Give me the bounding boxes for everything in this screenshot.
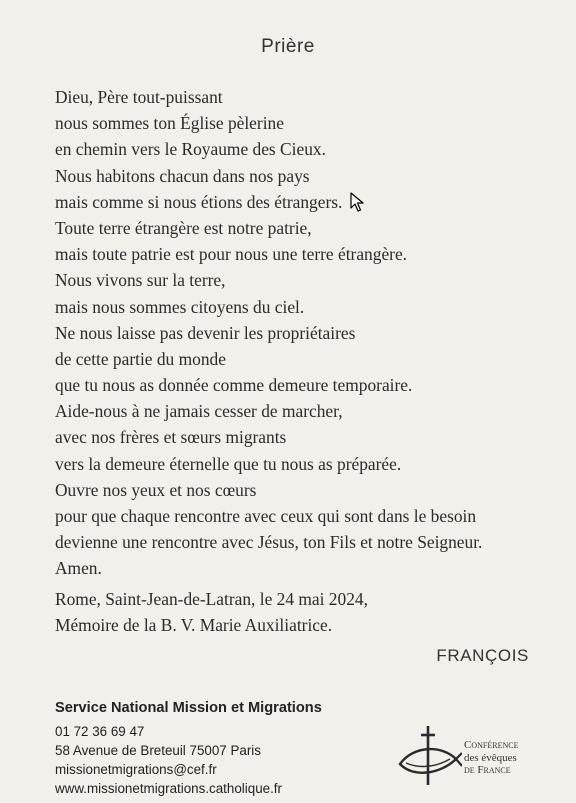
cross-fish-logo-icon	[396, 723, 462, 789]
logo-text	[464, 739, 518, 777]
logo-line: de France	[464, 764, 511, 776]
prayer-line: Nous habitons chacun dans nos pays	[55, 165, 310, 186]
prayer-line: Ouvre nos yeux et nos cœurs	[55, 479, 257, 500]
prayer-line: nous sommes ton Église pèlerine	[55, 113, 284, 134]
prayer-line: avec nos frères et sœurs migrants	[55, 427, 287, 448]
signoff-memorial: Mémoire de la B. V. Marie Auxiliatrice.	[55, 615, 333, 636]
prayer-line: Ne nous laisse pas devenir les propriétaires	[55, 322, 356, 343]
logo-line: Conférence	[464, 739, 519, 751]
prayer-line: de cette partie du monde	[55, 348, 226, 369]
prayer-line: mais toute patrie est pour nous une terre étrangère.	[55, 244, 408, 265]
prayer-line: mais nous sommes citoyens du ciel.	[55, 296, 305, 317]
prayer-line: mais comme si nous étions des étrangers.	[55, 191, 343, 212]
website-link: www.missionetmigrations.catholique.fr	[55, 781, 282, 796]
prayer-line: Amen.	[55, 558, 102, 579]
prayer-line: Dieu, Père tout-puissant	[55, 87, 223, 107]
email-address: missionetmigrations@cef.fr	[55, 762, 217, 777]
prayer-line: devienne une rencontre avec Jésus, ton Fils et notre Seigneur.	[55, 532, 483, 553]
prayer-line: que tu nous as donnée comme demeure temporaire.	[55, 375, 413, 396]
prayer-line: Nous vivons sur la terre,	[55, 270, 226, 291]
phone-number: 01 72 36 69 47	[55, 724, 145, 739]
page-title: Prière	[261, 36, 315, 57]
prayer-line: Toute terre étrangère est notre patrie,	[55, 217, 312, 238]
prayer-line: en chemin vers le Royaume des Cieux.	[55, 139, 326, 160]
prayer-line: pour que chaque rencontre avec ceux qui sont dans le besoin	[55, 506, 477, 526]
contact-block	[55, 697, 322, 798]
author-signature: FRANÇOIS	[436, 646, 529, 665]
mouse-pointer-icon	[350, 192, 364, 212]
cef-logo	[396, 723, 536, 789]
postal-address: 58 Avenue de Breteuil 75007 Paris	[55, 743, 261, 758]
signoff-place-date: Rome, Saint-Jean-de-Latran, le 24 mai 2024,	[55, 589, 368, 609]
signoff	[55, 586, 555, 639]
logo-line: des évêques	[464, 751, 517, 764]
prayer-line: Aide-nous à ne jamais cesser de marcher,	[55, 401, 343, 422]
prayer-text	[55, 84, 555, 582]
organization-name: Service National Mission et Migrations	[55, 700, 322, 716]
prayer-line: vers la demeure éternelle que tu nous as préparée.	[55, 453, 402, 474]
